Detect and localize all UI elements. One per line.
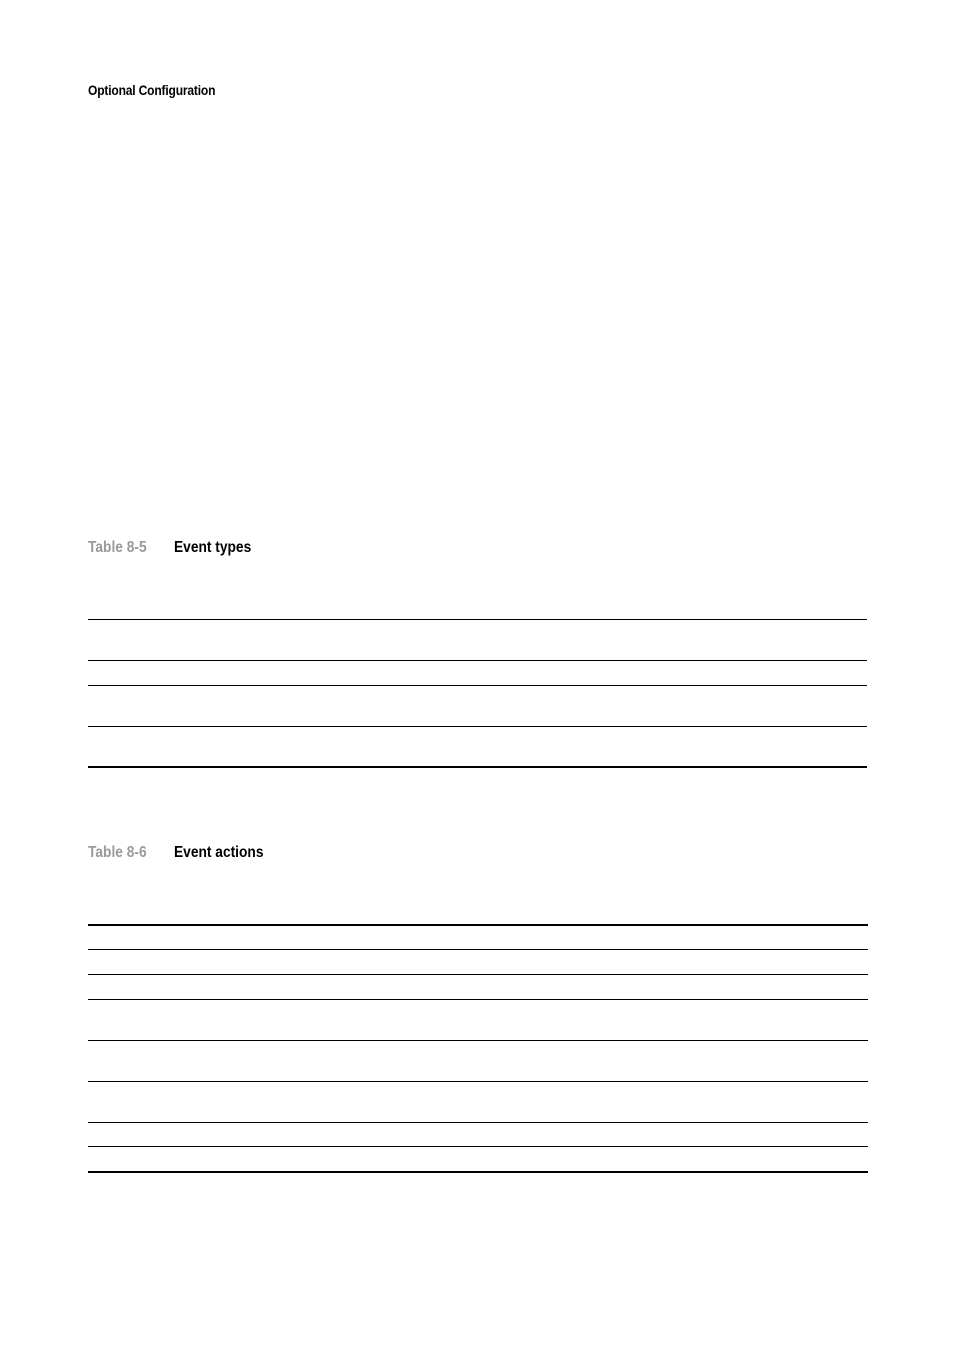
- table-caption-event-types: [88, 539, 251, 557]
- running-header: Optional Configuration: [88, 82, 216, 98]
- table-rule-top: [88, 924, 868, 926]
- table-number: Table 8-6: [88, 844, 147, 861]
- table-title: Event types: [174, 539, 252, 556]
- table-row-divider: [88, 685, 867, 686]
- table-row-divider: [88, 660, 867, 661]
- table-number: Table 8-5: [88, 539, 147, 556]
- table-row-divider: [88, 726, 867, 727]
- table-rule-bottom: [88, 766, 867, 768]
- table-title: Event actions: [174, 844, 264, 861]
- table-row-divider: [88, 999, 868, 1000]
- table-row-divider: [88, 1040, 868, 1041]
- table-rule-bottom: [88, 1171, 868, 1173]
- table-rule-top: [88, 619, 867, 620]
- table-row-divider: [88, 949, 868, 950]
- table-row-divider: [88, 1146, 868, 1147]
- table-row-divider: [88, 974, 868, 975]
- table-row-divider: [88, 1122, 868, 1123]
- table-row-divider: [88, 1081, 868, 1082]
- table-caption-event-actions: [88, 844, 263, 862]
